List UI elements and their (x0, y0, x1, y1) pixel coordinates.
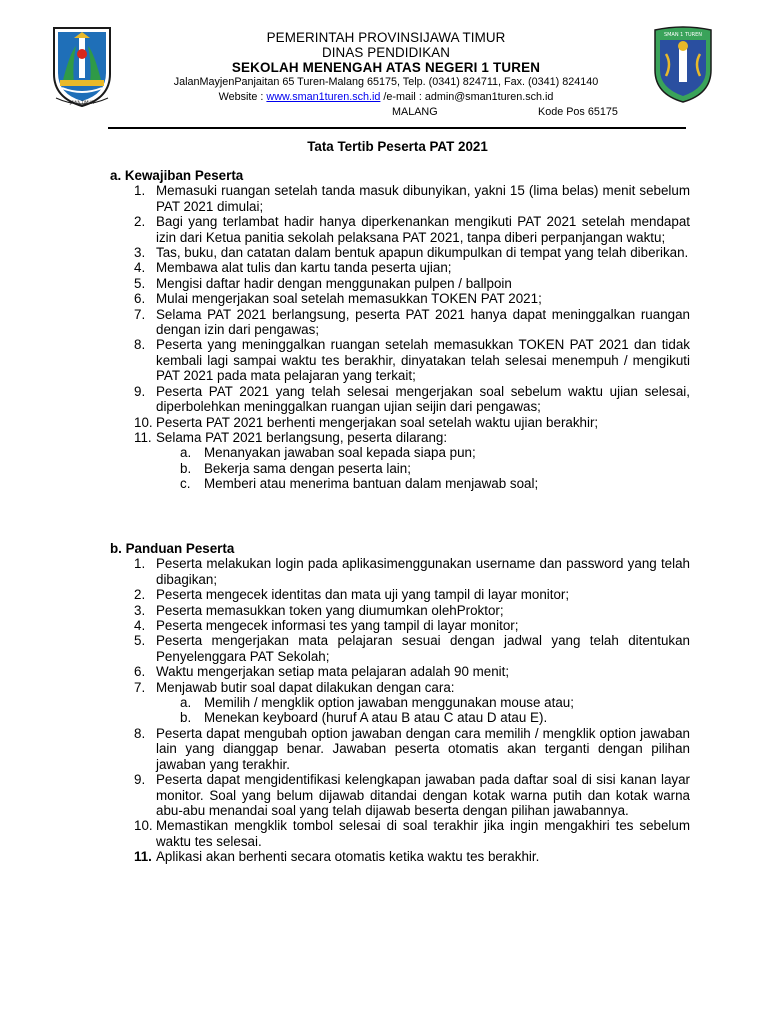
item-number: 6. (134, 664, 146, 680)
sub-item-text: Bekerja sama dengan peserta lain; (204, 460, 411, 476)
item-number: 4. (134, 618, 146, 634)
item-number: 8. (134, 725, 146, 741)
item-text: Memastikan mengklik tombol selesai di soal terakhir jika ingin mengakhiri tes sebelum waktu tes selesai. (156, 818, 690, 849)
section-heading: a. Kewajiban Peserta (110, 168, 244, 183)
letterhead (120, 30, 652, 120)
item-text: Tas, buku, dan catatan dalam bentuk apapun dikumpulkan di tempat yang telah diberikan. (156, 245, 689, 261)
svg-text:SMAN 1 TUREN: SMAN 1 TUREN (663, 32, 703, 38)
government-name: PEMERINTAH PROVINSIJAWA TIMUR (266, 30, 506, 45)
item-number: 4. (134, 260, 146, 276)
list-item (110, 633, 690, 664)
item-text: Mulai mengerjakan soal setelah memasukkan TOKEN PAT 2021; (156, 291, 542, 307)
sub-list-item (156, 461, 690, 476)
list-item (110, 291, 690, 306)
item-text: Peserta PAT 2021 berhenti mengerjakan soal setelah waktu ujian berakhir; (156, 414, 599, 430)
item-text: Menjawab butir soal dapat dilakukan dengan cara: (156, 679, 455, 695)
item-text: Mengisi daftar hadir dengan menggunakan pulpen / ballpoin (156, 275, 512, 291)
school-name: SEKOLAH MENENGAH ATAS NEGERI 1 TUREN (231, 60, 541, 75)
header-divider (108, 127, 686, 129)
list-item (110, 183, 690, 214)
school-logo (652, 24, 714, 104)
list-item (110, 818, 690, 849)
sub-item-letter: b. (180, 460, 192, 476)
item-text: Selama PAT 2021 berlangsung, peserta dilarang: (156, 429, 448, 445)
list-item (110, 307, 690, 338)
item-number: 7. (134, 306, 146, 322)
provincial-emblem-logo (50, 24, 114, 108)
section-kewajiban-peserta (110, 168, 690, 492)
list-item (110, 772, 690, 818)
section-heading: b. Panduan Peserta (110, 541, 235, 556)
item-text: Peserta melakukan login pada aplikasimenggunakan username dan password yang telah dibagikan; (156, 556, 690, 587)
postcode: Kode Pos 65175 (538, 106, 618, 118)
list-item (110, 430, 690, 492)
item-number: 10. (134, 818, 153, 834)
list-item (110, 214, 690, 245)
item-text: Selama PAT 2021 berlangsung, peserta PAT 2021 hanya dapat meninggalkan ruangan dengan izin dari pengawas; (156, 306, 690, 338)
item-number: 5. (134, 633, 146, 649)
item-number: 1. (134, 183, 146, 199)
item-text: Peserta mengerjakan mata pelajaran sesuai dengan jadwal yang telah ditentukan Penyelenggara PAT Sekolah; (156, 633, 690, 664)
rules-list (110, 183, 690, 491)
school-address: JalanMayjenPanjaitan 65 Turen-Malang 65175, Telp. (0341) 824711, Fax. (0341) 824140 (173, 76, 599, 88)
sub-item-text: Memilih / mengklik option jawaban menggunakan mouse atau; (204, 695, 574, 711)
item-text: Bagi yang terlambat hadir hanya diperkenankan mengikuti PAT 2021 setelah mendapat izin dari Ketua panitia sekolah pelaksana PAT 2021, tanpa diberi perpanjangan waktu; (156, 214, 690, 245)
item-number: 6. (134, 291, 146, 307)
item-number: 5. (134, 275, 146, 291)
item-text: Peserta mengecek identitas dan mata uji yang tampil di layar monitor; (156, 587, 570, 603)
item-number: 2. (134, 214, 146, 230)
item-text: Membawa alat tulis dan kartu tanda peserta ujian; (156, 260, 452, 276)
item-number: 3. (134, 245, 146, 261)
item-number: 8. (134, 337, 146, 353)
item-number: 9. (134, 772, 146, 788)
list-item (110, 556, 690, 587)
item-text: Peserta dapat mengidentifikasi kelengkapan jawaban pada daftar soal di sisi kanan layar monitor. Soal yang belum dijawab ditandai dengan kotak warna putih dan kotak warna abu-abu menandai soal yang telah dijawab beserta dengan pilihan jawabannya. (156, 772, 690, 818)
sub-item-text: Menanyakan jawaban soal kepada siapa pun; (204, 445, 476, 461)
city-name: MALANG (392, 106, 438, 118)
guide-list (110, 556, 690, 864)
list-item (110, 337, 690, 383)
item-text: Peserta PAT 2021 yang telah selesai mengerjakan soal sebelum waktu ujian selesai, diperbolehkan meninggalkan ruangan ujian seijin dari pengawas; (156, 383, 690, 415)
item-text: Waktu mengerjakan setiap mata pelajaran adalah 90 menit; (156, 664, 510, 680)
document-title: Tata Tertib Peserta PAT 2021 (307, 139, 488, 154)
sub-list-item (156, 445, 690, 460)
section-panduan-peserta (110, 541, 690, 865)
sub-list-item (156, 476, 690, 491)
website-link[interactable]: www.sman1turen.sch.id (266, 91, 381, 103)
contact-line (120, 90, 652, 105)
answer-methods-list (156, 695, 690, 726)
prohibited-list (156, 445, 690, 491)
list-item (110, 664, 690, 679)
item-text: Aplikasi akan berhenti secara otomatis ketika waktu tes berakhir. (156, 849, 540, 865)
sub-item-letter: c. (180, 476, 191, 492)
list-item (110, 680, 690, 726)
item-number: 9. (134, 383, 146, 399)
list-item (110, 587, 690, 602)
sub-list-item (156, 695, 690, 710)
list-item (110, 384, 690, 415)
city-postcode-line (120, 105, 652, 120)
sub-item-text: Memberi atau menerima bantuan dalam menjawab soal; (204, 476, 539, 492)
list-item (110, 245, 690, 260)
svg-text:JAWA TIMUR: JAWA TIMUR (69, 100, 95, 105)
website-prefix: Website : (218, 91, 267, 103)
item-text: Peserta memasukkan token yang diumumkan olehProktor; (156, 602, 504, 618)
department-name: DINAS PENDIDIKAN (321, 45, 451, 60)
item-number: 11. (134, 429, 152, 445)
item-number: 10. (134, 414, 153, 430)
item-number: 1. (134, 556, 146, 572)
item-text: Peserta mengecek informasi tes yang tampil di layar monitor; (156, 618, 519, 634)
item-number: 11. (134, 849, 152, 865)
list-item (110, 603, 690, 618)
item-text: Memasuki ruangan setelah tanda masuk dibunyikan, yakni 15 (lima belas) menit sebelum PAT 2021 dimulai; (156, 183, 690, 214)
list-item (110, 726, 690, 772)
list-item (110, 415, 690, 430)
item-number: 2. (134, 587, 146, 603)
sub-item-letter: b. (180, 710, 192, 726)
item-number: 3. (134, 602, 146, 618)
list-item (110, 618, 690, 633)
item-number: 7. (134, 679, 146, 695)
list-item (110, 849, 690, 864)
list-item (110, 260, 690, 275)
sub-item-letter: a. (180, 695, 192, 711)
item-text: Peserta yang meninggalkan ruangan setelah memasukkan TOKEN PAT 2021 dan tidak kembali lagi sampai waktu tes berakhir, dinyatakan telah selesai menempuh / mengikuti PAT 2021 pada mata pelajaran yang terkait; (156, 337, 690, 384)
sub-item-letter: a. (180, 445, 192, 461)
list-item (110, 276, 690, 291)
sub-item-text: Menekan keyboard (huruf A atau B atau C atau D atau E). (204, 710, 548, 726)
item-text: Peserta dapat mengubah option jawaban dengan cara memilih / mengklik option jawaban lain yang dianggap benar. Jawaban peserta otomatis akan terganti dengan pilihan jawaban yang terakhir. (156, 725, 690, 772)
sub-list-item (156, 710, 690, 725)
email-text: /e-mail : admin@sman1turen.sch.id (380, 91, 554, 103)
